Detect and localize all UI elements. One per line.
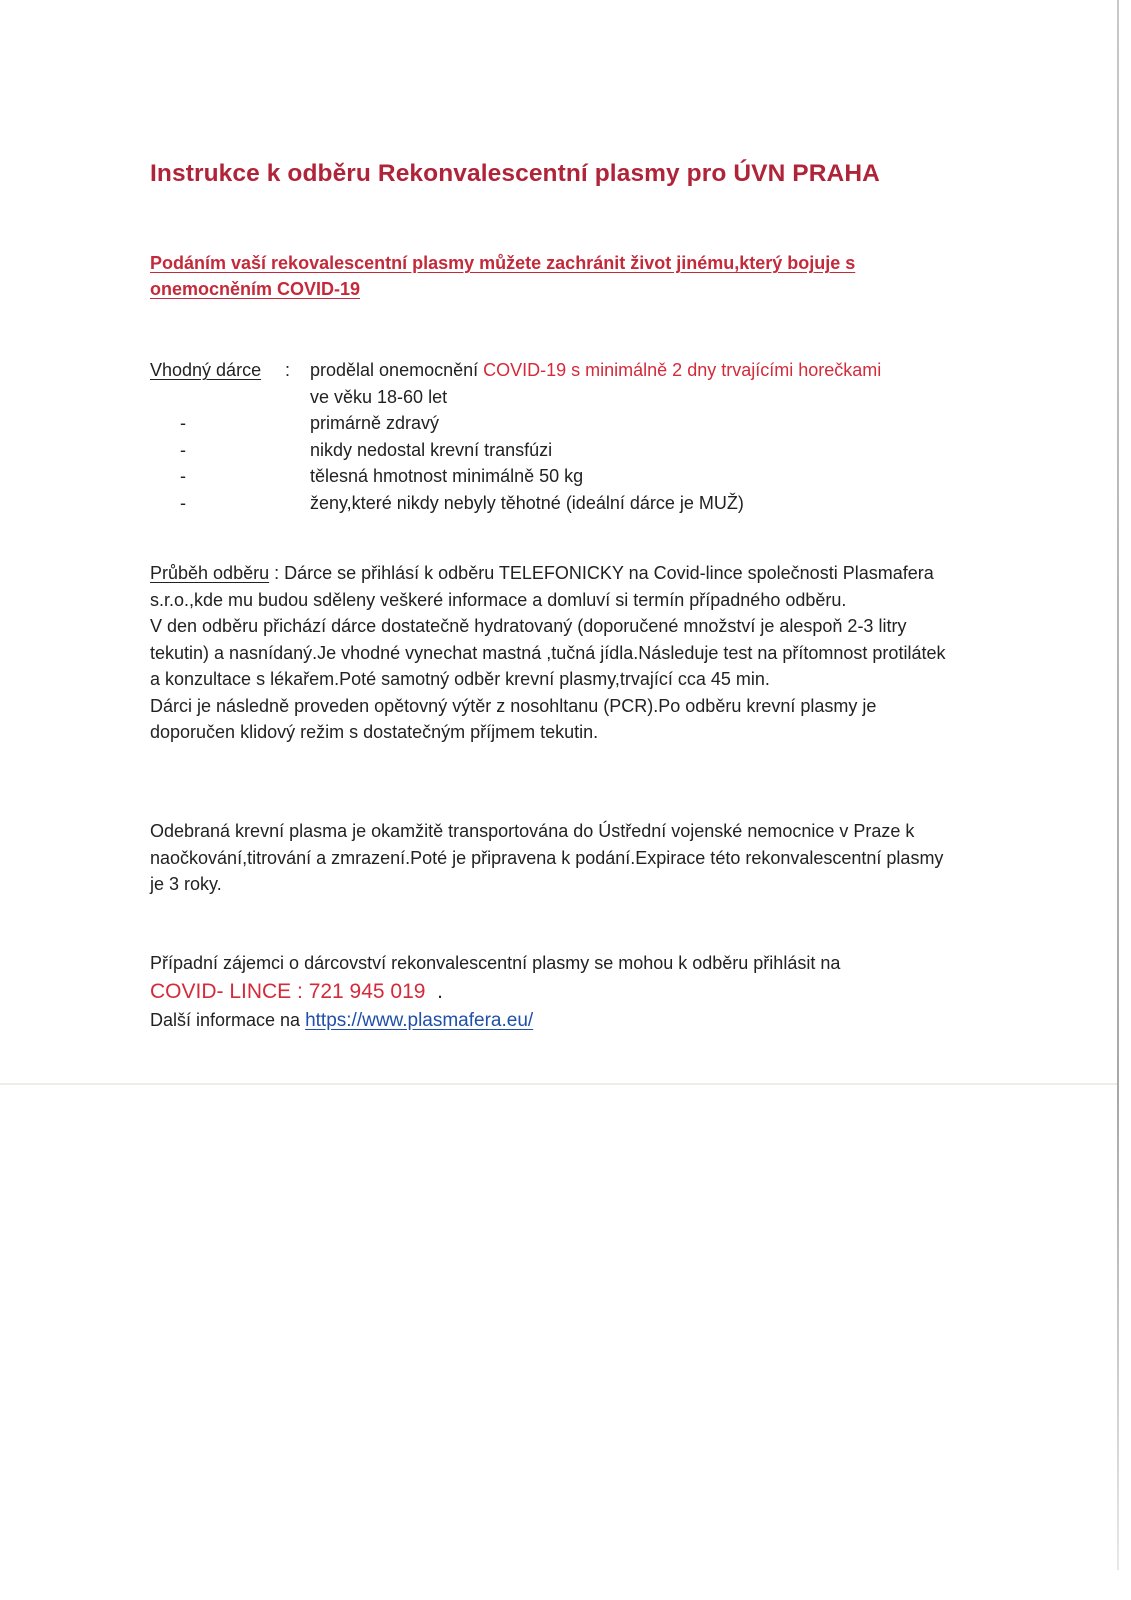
donor-first-line [150,357,970,384]
donor-criterion [150,410,970,437]
criterion-text: tělesná hmotnost minimálně 50 kg [310,466,584,486]
page-edge [1117,0,1119,1570]
process-intro [150,560,950,613]
process-day-of: V den odběru přichází dárce dostatečně hydratovaný (doporučené množství je alespoň 2-3 litry tekutin) a nasnídaný.Je vhodné vynechat mastná ,tučná jídla.Následuje test na přítomnost protilátek a konzultace s lékařem.Poté samotný odběr krevní plasmy,trvající cca 45 min. [150,616,946,689]
process-colon: : [269,563,285,583]
donor-age-text: ve věku 18-60 let [310,386,448,407]
criterion-text: ženy,které nikdy nebyly těhotné (ideální dárce je MUŽ) [310,492,744,513]
process-after: Dárci je následně proveden opětovný výtěr z nosohltanu (PCR).Po odběru krevní plasmy je doporučen klidový režim s dostatečným příjmem tekutin. [150,695,877,742]
bullet-dash: - [180,413,186,433]
criterion-text: primárně zdravý [310,413,440,433]
process-label: Průběh odběru [150,563,270,583]
donor-first-line-prefix: prodělal onemocnění [310,360,484,380]
more-info-prefix: Další informace na [150,1009,306,1030]
suitable-donor-section [150,357,970,516]
donor-criterion [150,437,970,464]
process-intro-text: Dárce se přihlásí k odběru TELEFONICKY na Covid-lince společnosti Plasmafera s.r.o.,kde mu budou sděleny veškeré informace a domluví si termín případného odběru. [150,563,934,610]
criterion-text: nikdy nedostal krevní transfúzi [310,439,553,460]
document-title: Instrukce k odběru Rekonvalescentní plasmy pro ÚVN PRAHA [150,160,880,187]
donor-fever-requirement: COVID-19 s minimálně 2 dny trvajícími horečkami [483,360,882,380]
hotline-suffix: . [425,979,443,1003]
plasma-info-paragraph: Odebraná krevní plasma je okamžitě transportována do Ústřední vojenské nemocnice v Praze k naočkování,titrování a zmrazení.Poté je připravena k podání.Expirace této rekonvalescentní plasmy je 3 roky. [150,821,944,894]
donation-process-section [150,560,950,746]
donor-colon: : [285,360,291,380]
hotline-number[interactable]: COVID- LINCE : 721 945 019 [150,979,426,1003]
bullet-dash: - [180,492,186,513]
contact-section [150,950,950,1034]
donor-criterion [150,490,970,517]
more-info-line [150,1007,950,1035]
bullet-dash: - [180,466,186,486]
document-subtitle: Podáním vaší rekovalescentní plasmy můžete zachránit život jinému,který bojuje s onemocněním COVID-19 [150,253,856,299]
donor-age-line [150,384,970,411]
page-divider [0,1083,1117,1085]
donor-label: Vhodný dárce [150,360,262,380]
plasmafera-website-link[interactable]: https://www.plasmafera.eu/ [305,1009,534,1031]
contact-intro: Případní zájemci o dárcovství rekonvalescentní plasmy se mohou k odběru přihlásit na [150,953,841,973]
bullet-dash: - [180,439,186,460]
donor-criterion [150,463,970,490]
hotline-line [150,977,950,1007]
donor-first-line-text [310,357,881,384]
